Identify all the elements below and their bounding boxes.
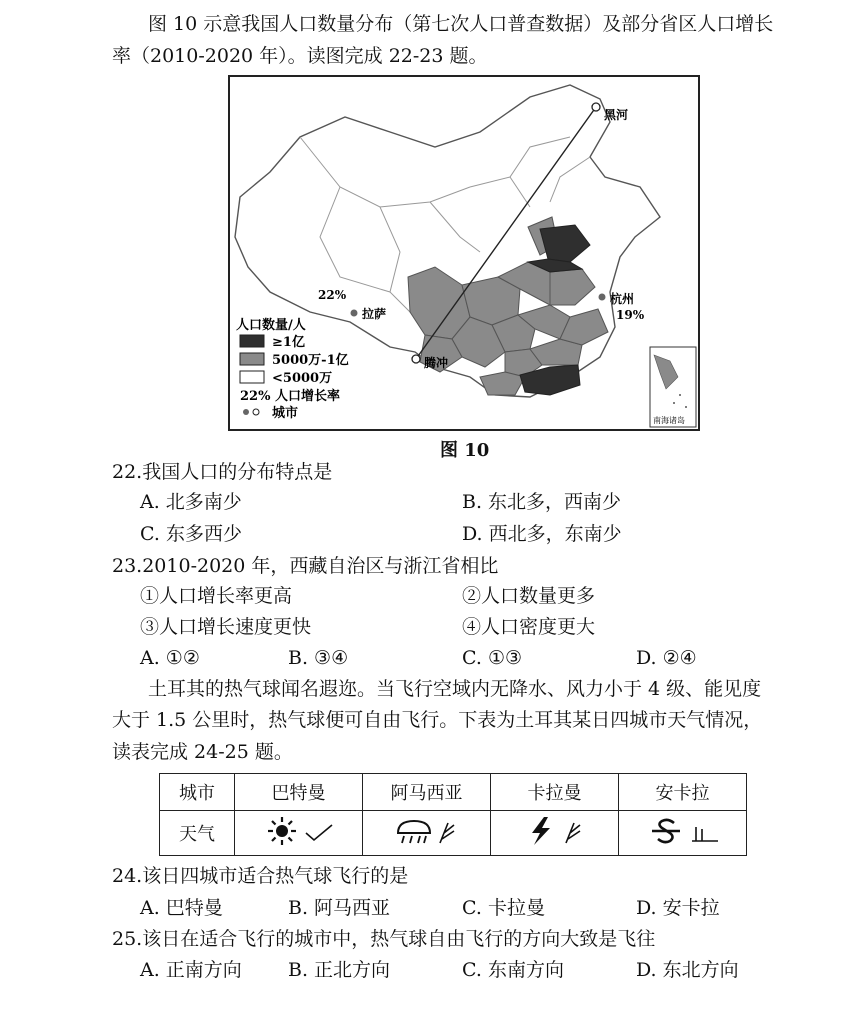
legend-city-dot-icon [243,409,249,415]
q22-option-b: B. 东北多，西南少 [462,491,622,513]
rate-tibet-label: 22% [318,288,347,302]
tengchong-label: 腾冲 [424,356,449,370]
intro2-line-1: 土耳其的热气球闻名遐迩。当飞行空域内无降水、风力小于 4 级、能见度 [148,678,762,700]
table-row [160,811,747,856]
q23-option-a: A. ①② [140,647,200,669]
q23-statement-3: ③人口增长速度更快 [140,616,312,638]
q25-option-a: A. 正南方向 [140,959,242,981]
q24-option-c: C. 卡拉曼 [462,897,545,919]
weather-cell-batman [235,811,363,856]
q23-statement-2: ②人口数量更多 [462,585,596,607]
weather-cell-amasya [363,811,491,856]
lhasa-city-marker [351,310,358,317]
table-header-row [160,774,747,811]
table-row-label: 天气 [160,811,235,856]
legend-swatch-low [240,371,264,383]
weather-cell-karaman [491,811,619,856]
q23-stem: 23.2010-2020 年，西藏自治区与浙江省相比 [112,555,499,577]
q25-option-c: C. 东南方向 [462,959,564,981]
legend-low-label: <5000万 [272,371,333,386]
table-header-cell: 阿马西亚 [363,774,491,811]
figure-caption: 图 10 [440,440,490,461]
table-header-cell: 城市 [160,774,235,811]
population-map [228,75,700,431]
q24-option-d: D. 安卡拉 [636,897,720,919]
q22-option-c: C. 东多西少 [140,523,242,545]
intro2-line-3: 读表完成 24-25 题。 [112,741,293,763]
q24-stem: 24.该日四城市适合热气球飞行的是 [112,865,409,887]
intro2-line-2: 大于 1.5 公里时，热气球便可自由飞行。下表为土耳其某日四城市天气情况， [112,709,763,731]
q22-option-a: A. 北多南少 [140,491,242,513]
q22-option-d: D. 西北多，东南少 [462,523,622,545]
q23-option-c: C. ①③ [462,647,523,669]
inset-label: 南海诸岛 [653,416,685,425]
wind-barb-icon [566,823,580,843]
legend-swatch-high [240,335,264,347]
legend-high-label: ≥1亿 [272,335,305,350]
q25-option-d: D. 东北方向 [636,959,739,981]
heihe-city-marker [592,103,600,111]
q25-option-b: B. 正北方向 [288,959,391,981]
table-header-cell: 安卡拉 [619,774,747,811]
q24-option-b: B. 阿马西亚 [288,897,391,919]
intro-line-1: 图 10 示意我国人口数量分布（第七次人口普查数据）及部分省区人口增长 [148,13,774,35]
wind-barb-icon [306,825,332,840]
table-header-cell: 卡拉曼 [491,774,619,811]
lhasa-label: 拉萨 [362,307,387,321]
rate-zhejiang-label: 19% [616,308,645,322]
rain-icon [382,813,472,849]
intro-line-2: 率（2010-2020 年）。读图完成 22-23 题。 [112,45,488,67]
legend-city-circle-icon [253,409,259,415]
south-china-sea-inset [650,347,696,427]
table-header-cell: 巴特曼 [235,774,363,811]
legend-mid-label: 5000万-1亿 [272,353,349,368]
weather-table [159,773,747,856]
q23-statement-4: ④人口密度更大 [462,616,596,638]
sandstorm-icon [638,813,728,849]
china-map-svg [230,77,698,429]
q23-option-d: D. ②④ [636,647,697,669]
sunny-icon [254,813,344,849]
tengchong-city-marker [412,355,420,363]
hangzhou-city-marker [599,294,606,301]
wind-barb-icon [692,827,718,841]
wind-barb-icon [440,823,454,843]
q24-option-a: A. 巴特曼 [140,897,223,919]
hangzhou-label: 杭州 [610,292,635,306]
q22-stem: 22.我国人口的分布特点是 [112,461,333,483]
q23-option-b: B. ③④ [288,647,349,669]
legend-title: 人口数量/人 [236,318,306,333]
map-legend [236,317,349,421]
legend-rate-label: 22% 人口增长率 [240,389,340,404]
q23-statement-1: ①人口增长率更高 [140,585,293,607]
q25-stem: 25.该日在适合飞行的城市中，热气球自由飞行的方向大致是飞往 [112,928,656,950]
heihe-label: 黑河 [604,108,629,122]
weather-cell-ankara [619,811,747,856]
legend-city-label: 城市 [272,406,299,421]
thunderstorm-icon [510,813,600,849]
legend-swatch-mid [240,353,264,365]
